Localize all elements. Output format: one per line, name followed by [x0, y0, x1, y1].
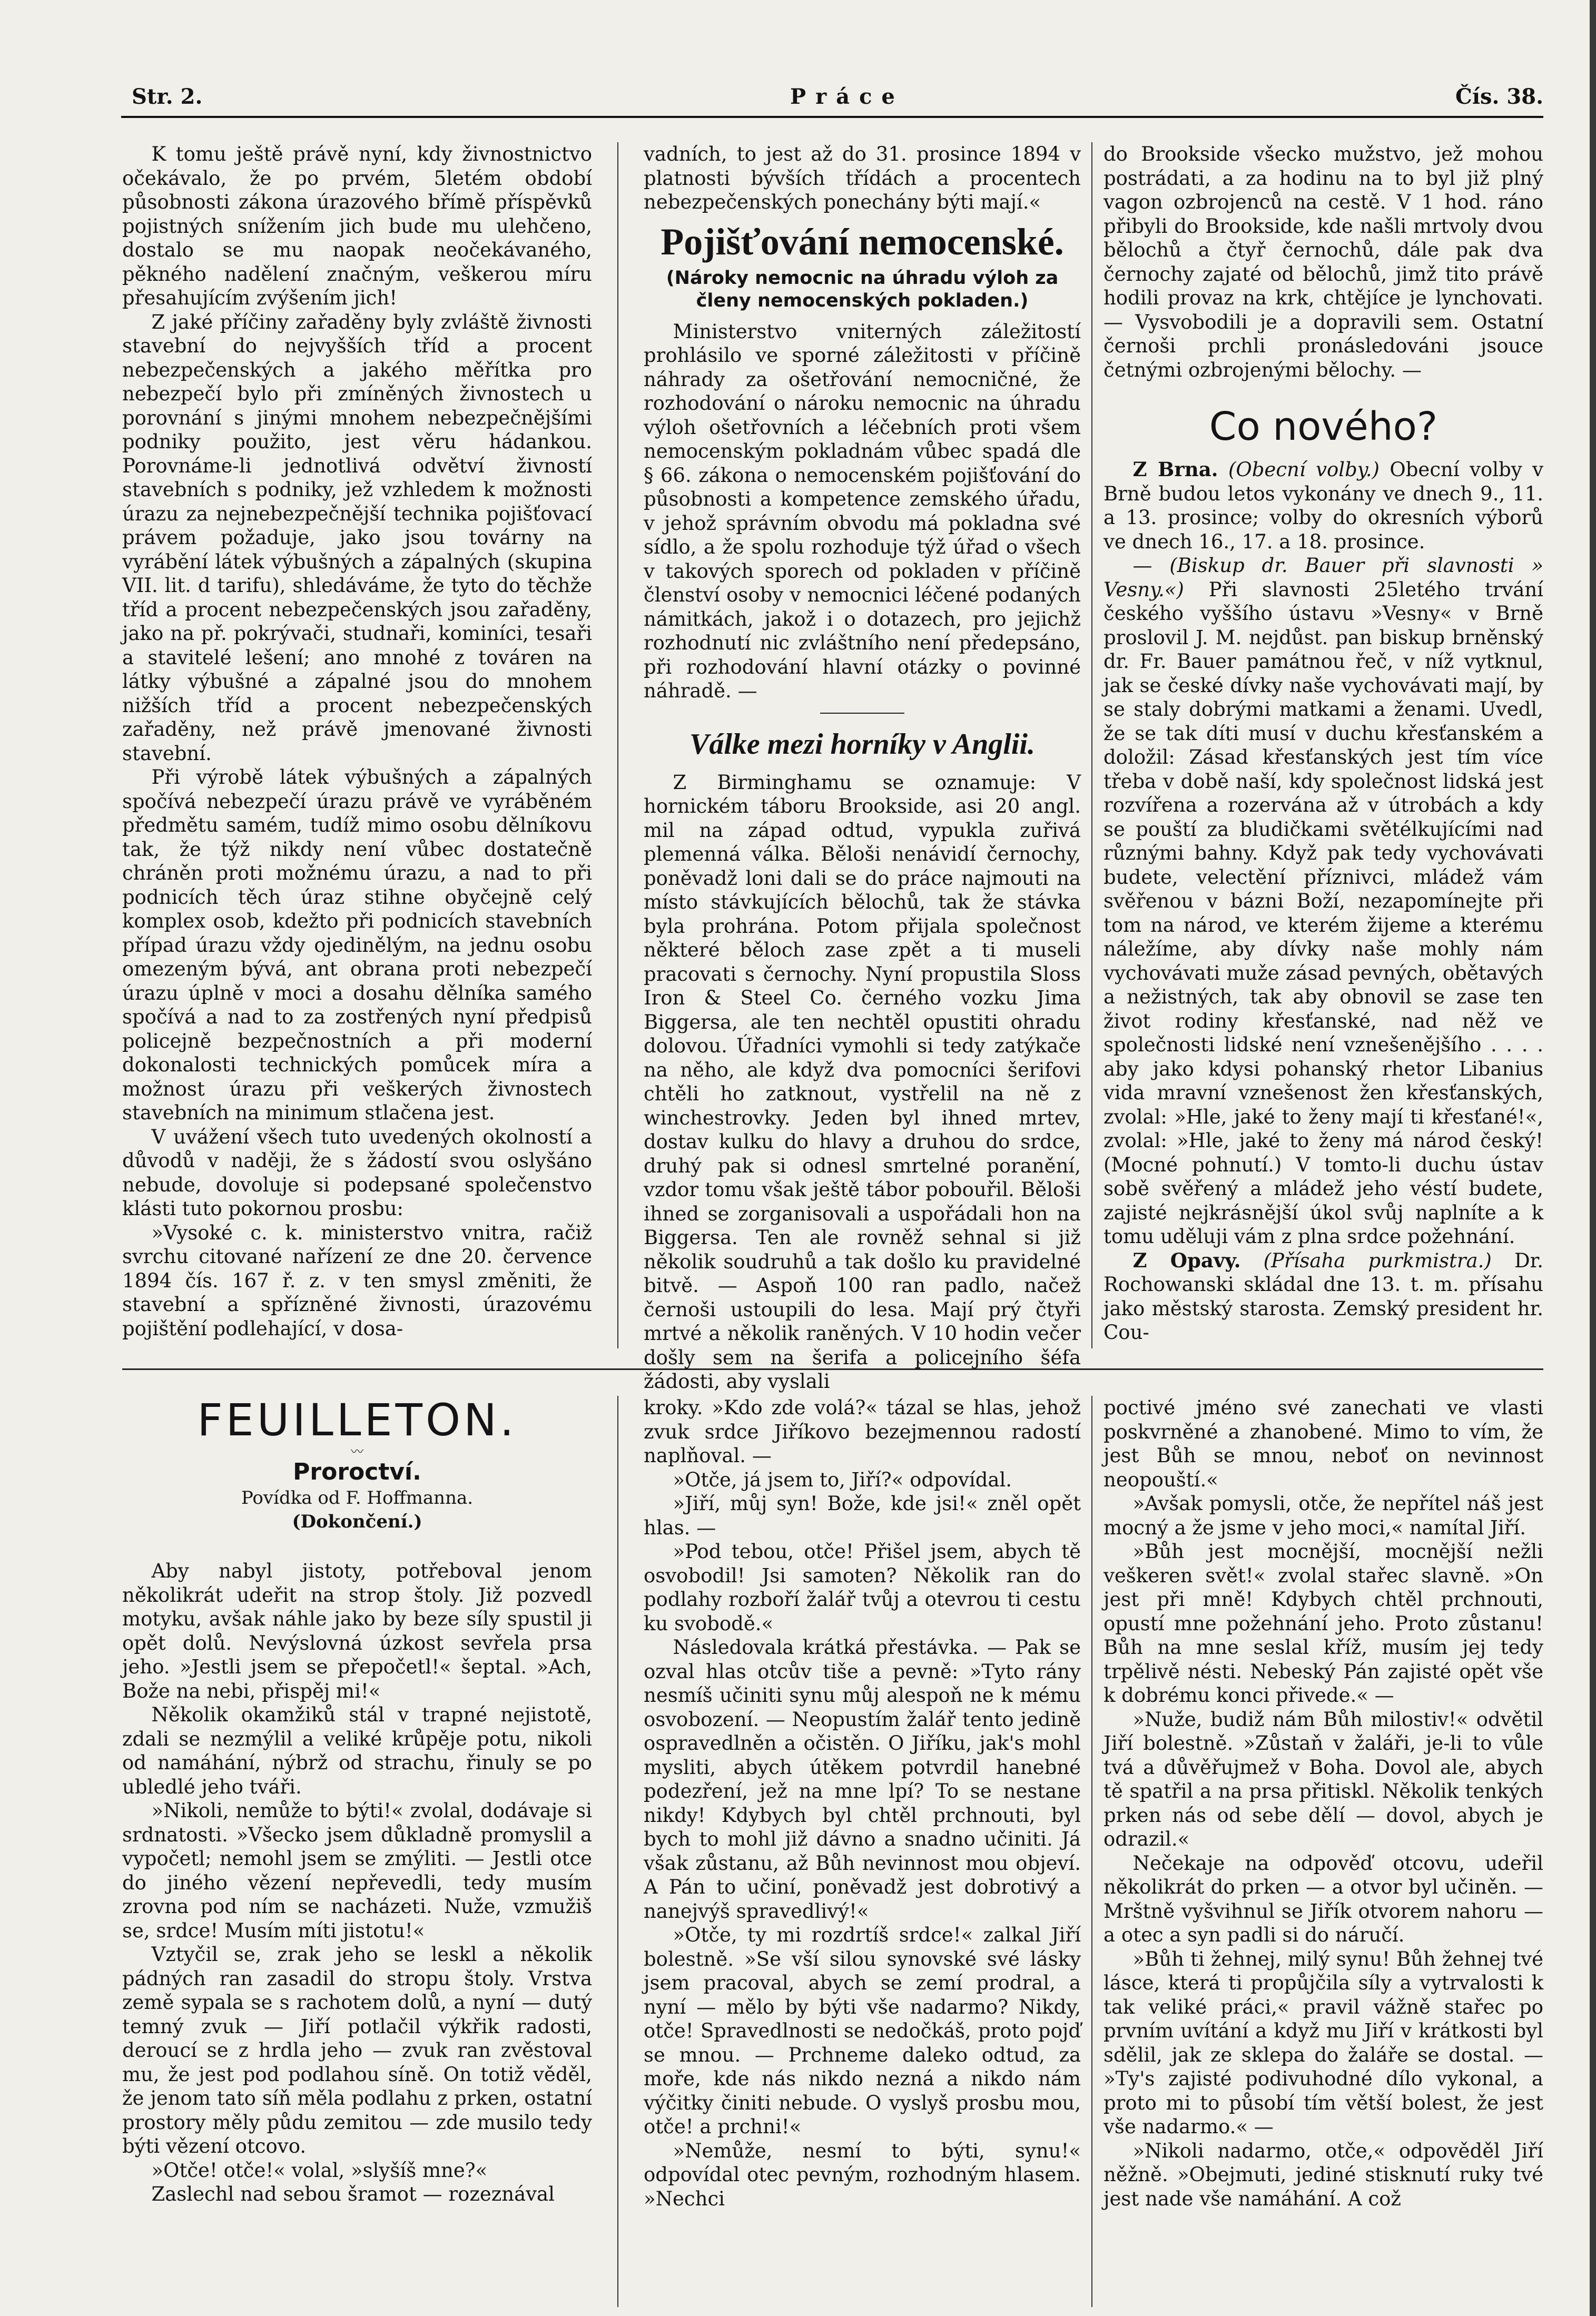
column-divider	[617, 142, 618, 1348]
paragraph: Aby nabyl jistoty, potřeboval jenom několikrát udeřit na strop štoly. Již pozvedl motyku, avšak náhle jako by beze síly spustil ji opět dolů. Nevýslovná úzkost sevřela prsa jeho. »Jestli jsem se přepočetl!« šeptal. »Ach, Bože na nebi, přispěj mi!«	[122, 1560, 592, 1702]
news-topic: (Biskup dr. Bauer při slavnosti » Vesny.«)	[1104, 554, 1543, 601]
news-text: Při slavnosti 25letého trvání českého vyššího ústavu »Vesny« v Brně proslovil J. M. nejdůst. pan biskup brněnský dr. Fr. Bauer památnou řeč, v níž vytknul, jak se české dívky naše vychovávati mají, by se staly dobrými matkami a ženami. Uvedl, že se tak díti musí v duchu křesťanském a doložil: Zásad křesťanských jest tím více třeba v době naší, kdy společnost lidská jest rozvířena a rozervána až v útrobách a kdy se pouští za bludičkami světélkujícími nad různými bahny. Když pak tedy vychovávati budete, velectění příznivci, mládež vám svěřenou v bázni Boží, nezapomínejte při tom na národ, ve kterém žijeme a kterému náležíme, aby dívky naše mohly nám vychovávati muže zásad pevných, obětavých a nežistných, tak aby obnovil se zase ten život rodiny křesťanské, nad něž ve společnosti lidské není vznešenějšího . . . . aby jako kdysi pohanský rhetor Libanius vida mravní vznešenost žen křesťanských, zvolal: »Hle, jaké to ženy mají ti křesťané!«, zvolal: »Hle, jaké to ženy má národ český! (Mocné pohnutí.) V tomto-li duchu ústav sobě svěřený a mládež jeho véstí budete, zajisté nejkrásnější úkol svůj naplníte a k tomu uděluji vám z plna srdce požehnání.	[1104, 578, 1544, 1248]
paragraph: Při výrobě látek výbušných a zápalných spočívá nebezpečí úrazu právě ve vyráběném předmětu samém, tudíž mimo osobu dělníkovu tak, že týž nikdy není vůbec dostatečně chráněn proti možnému úrazu, a nad to při podnicích těch úraz stihne obyčejně celý komplex osob, kdežto při podnicích stavebních případ úrazu vždy ojedinělým, na jednu osobu omezeným bývá, ant obrana proti nebezpečí úrazu úplně v moci a dosahu dělníka samého spočívá a nad to za zostřených nyní předpisů policejně bezpečnostních a při moderní dokonalosti technických pomůcek míra a možnost úrazu při veškerých živnostech stavebních na minimum stlačena jest.	[122, 766, 592, 1124]
header-rule	[121, 116, 1543, 118]
paragraph: Vztyčil se, zrak jeho se leskl a několik pádných ran zasadil do stropu štoly. Vrstva země sypala se s rachotem dolů, a nyní — dutý temný zvuk — Jiří potlačil výkřik radosti, deroucí se z hrdla jeho — zvuk ran zvěstoval mu, že jest pod podlahou síně. On totiž věděl, že jenom tato síň měla podlahu z prken, ostatní prostory měly půdu zemitou — zde musilo tedy býti vězení otcovo.	[122, 1943, 592, 2157]
story-continued: (Dokončení.)	[292, 1511, 422, 1532]
news-text: Dr. Rochowanski skládal dne 13. t. m. přísahu jako městský starosta. Zemský president hr. Cou-	[1104, 1249, 1544, 1344]
page-header	[121, 84, 1543, 116]
paragraph: »Bůh jest mocnější, mocnější nežli veškeren svět!« zvolal stařec slavně. »On jest při mně! Kdybych chtěl prchnouti, opustí mne požehnání jeho. Proto zůstanu! Bůh na mne seslal kříž, musím jej tedy trpělivě nésti. Nebeský Pán zajisté opět vše k dobrému konci přivede.« —	[1104, 1540, 1543, 1707]
news-place: Z Opavy.	[1132, 1248, 1241, 1272]
paragraph: »Avšak pomysli, otče, že nepřítel náš jest mocný a že jsme v jeho moci,« namítal Jiří.	[1104, 1492, 1543, 1539]
paragraph: »Vysoké c. k. ministerstvo vnitra, račiž svrchu citované nařízení ze dne 20. července 1894 čís. 167 ř. z. v ten smysl změniti, že stavební a spřízněné živnosti, úrazovému pojištění podlehající, v dosa-	[122, 1221, 592, 1340]
paragraph: »Nikoli nadarmo, otče,« odpověděl Jiří něžně. »Obejmuti, jediné stisknutí ruky tvé jest nade vše namáhání. A což	[1104, 2139, 1543, 2210]
newspaper-name: Práce	[790, 84, 904, 109]
paragraph: Následovala krátká přestávka. — Pak se ozval hlas otcův tiše a pevně: »Tyto rány nesmíš učiniti synu můj alespoň ne k mému osvobození. — Neopustím žalář tento jedině ospravedlněn a očistěn. O Jiříku, jak's mohl mysliti, abych útěkem potvrdil hanebné podezření, jež na mne lpí? To se nestane nikdy! Kdybych byl chtěl prchnouti, byl bych to mohl již dávno a snadno učiniti. Já však zůstanu, až Bůh nevinnost mou objeví. A Pán to učiní, poněvadž jest dobrotivý a nanejvýš spravedlivý!«	[644, 1636, 1081, 1923]
section-title: Co nového?	[1209, 404, 1438, 449]
story-title: Proroctví.	[293, 1458, 421, 1485]
news-topic: (Přísaha purkmistra.)	[1263, 1249, 1492, 1272]
article-column-1	[122, 142, 592, 1341]
feuilleton-column-3	[1104, 1396, 1543, 2211]
feuilleton-heading: FEUILLETON.	[197, 1394, 517, 1446]
paragraph: kroky. »Kdo zde volá?« tázal se hlas, jehož zvuk srdce Jiříkovo bezejmennou radostí naplňoval. —	[644, 1396, 1081, 1467]
paragraph: »Nikoli, nemůže to býti!« zvolal, dodávaje si srdnatosti. »Všecko jsem důkladně promyslil a vypočetl; nemohl jsem se zmýliti. — Jestli otce do jiného vězení nepřevedli, tedy musím zrovna pod ním se nacházeti. Nuže, vzmužiš se, srdce! Musím míti jistotu!«	[122, 1799, 592, 1942]
section-rule	[820, 713, 904, 714]
column-divider	[617, 1396, 618, 2307]
paragraph: »Pod tebou, otče! Přišel jsem, abych tě osvobodil! Jsi samoten? Několik ran do podlahy rozboří žalář tvůj a otevrou ti cestu ku svobodě.«	[644, 1540, 1081, 1635]
news-text: Obecní volby v Brně budou letos vykonány ve dnech 9., 11. a 13. prosince; volby do okresních výborů ve dnech 16., 17. a 18. prosince.	[1104, 458, 1544, 553]
article-column-2	[644, 142, 1081, 1394]
news-place: Z Brna.	[1132, 458, 1218, 481]
paragraph: »Otče! otče!« volal, »slyšíš mne?«	[151, 2159, 488, 2182]
page-edge	[1590, 0, 1596, 2316]
paragraph: Několik okamžiků stál v trapné nejistotě, zdali se nezmýlil a veliké krůpěje potu, nikoli od namáhání, nýbrž od strachu, řinuly se po ubledlé jeho tváři.	[122, 1703, 592, 1798]
news-place: —	[1132, 554, 1152, 577]
news-topic: (Obecní volby.)	[1228, 458, 1380, 481]
page-number: Str. 2.	[132, 84, 203, 109]
paragraph: »Nemůže, nesmí to býti, synu!« odpovídal otec pevným, rozhodným hlasem. »Nechci	[644, 2139, 1081, 2210]
article-column-3	[1104, 142, 1543, 1345]
article-subtitle: (Nároky nemocnic na úhradu výloh za členy nemocenských pokladen.)	[666, 267, 1059, 311]
paragraph: Z jaké příčiny zařaděny byly zvláště živnosti stavební do nejvyšších tříd a procent nebezpečenských a jakého měřítka pro nebezpečí bylo při zmíněných živnostech u porovnání s jinými mnohem nebezpečnějšími podniky použito, jest věru hádankou. Porovnáme-li jednotlivá odvětví živností stavebních s podniky, jež vzhledem k možnosti úrazu za nejnebezpečnější technika pojišťovací právem požaduje, jako jsou továrny na vyrábění látek výbušných a zápalných (skupina VII. lit. d tarifu), shledáváme, že tyto do těchže tříd a procent nebezpečenských jsou zařaděny, jako na př. pokrývači, studnaři, kominíci, tesaři a stavitelé lešení; ano mnohé z továren na látky výbušné a zápalné jsou do mnohem nižších tříd a procent nebezpečenských zařaděny, než právě jmenované živnosti stavební.	[122, 310, 592, 765]
paragraph: Zaslechl nad sebou šramot — rozeznával	[151, 2183, 555, 2205]
news-item	[1104, 458, 1543, 554]
story-byline: Povídka od F. Hoffmanna.	[241, 1487, 474, 1509]
article-title: Pojišťování nemocenské.	[661, 220, 1064, 263]
paragraph: Z Birminghamu se oznamuje: V hornickém táboru Brookside, asi 20 angl. mil na západ odtud, vypukla zuřivá plemenná válka. Běloši nenávidí černochy, poněvadž loni dali se do práce najmouti na místo stávkujících bělochů, tak že stávka byla prohrána. Potom přijala společnost některé běloch zase zpět a ti museli pracovati s černochy. Nyní propustila Sloss Iron & Steel Co. černého vozku Jima Biggersa, ale ten nechtěl opustiti ohradu dolovou. Úřadníci vymohli si tedy zatýkače na něho, ale když dva pomocníci šerifovi chtěli ho zatknout, vystřelil na ně z winchestrovky. Jeden byl ihned mrtev, dostav kulku do hlavy a druhou do srdce, druhý pak si odnesl smrtelné poranění, vzdor tomu však ještě tábor pobouřil. Běloši ihned se zorganisovali a uspořádali hon na Biggersa. Ten ale rovněž sehnal si již několik soudruhů a tak došlo ku pravidelné bitvě. — Aspoň 100 ran padlo, načež černoši ustoupili do lesa. Mají prý čtyři mrtvé a několik raněných. V 10 hodin večer došly sem na šerifa a policejního šéfa žádosti, aby vyslali	[644, 771, 1081, 1393]
feuilleton-column-1	[122, 1559, 592, 2206]
paragraph: V uvážení všech tuto uvedených okolností a důvodů v naději, že s žádostí svou oslyšáno nebude, dovoluje si podepsané společenstvo klásti tuto pokornou prosbu:	[122, 1125, 592, 1220]
feuilleton-header	[122, 1395, 592, 1534]
ornament: 〰	[351, 1444, 363, 1459]
paragraph: »Bůh ti žehnej, milý synu! Bůh žehnej tvé lásce, která ti propůjčila síly a vytrvalosti k tak veliké práci,« pravil vážně stařec po prvním uvítání a když mu Jiří v krátkosti byl sdělil, jak ze sklepa do žaláře se dostal. — »Ty's zajisté podivuhodné dílo vykonal, a proto mi to působí tím větší bolest, že jest vše nadarmo.« —	[1104, 1947, 1543, 2138]
paragraph: »Nuže, budiž nám Bůh milostiv!« odvětil Jiří bolestně. »Zůstaň v žaláři, je-li to vůle tvá a důvěřujmež v Boha. Dovol ale, abych tě spatřil a na prsa přitiskl. Několik tenkých prken nás od sebe dělí — dovol, abych je odrazil.«	[1104, 1708, 1543, 1850]
paragraph: »Jiří, můj syn! Bože, kde jsi!« zněl opět hlas. —	[644, 1492, 1081, 1539]
column-divider	[1091, 142, 1092, 1348]
paragraph: poctivé jméno své zanechati ve vlasti poskvrněné a zhanobené. Mimo to vím, že jest Bůh se mnou, neboť on nevinnost neopouští.«	[1104, 1396, 1543, 1491]
paragraph: Ministerstvo vniterných záležitostí prohlásilo ve sporné záležitosti v příčině náhrady za ošetřování nemocničné, že rozhodování o nároku nemocnic na úhradu výloh ošetřovních a léčebních proti všem nemocenským pokladnám vůbec spadá dle § 66. zákona o nemocenském pojišťování do působnosti a kompetence zemského úřadu, v jehož správním obvodu má pokladna své sídlo, a že spolu rozhoduje týž úřad o všech v takových sporech od pokladen v příčině členství osoby v nemocnici léčené podaných námitkách, jakož i o dotazech, pro jejichž rozhodnutí nic zvláštního není předepsáno, při rozhodování hlavní otázky o povinné náhradě. —	[644, 320, 1081, 702]
paragraph: do Brookside všecko mužstvo, jež mohou postrádati, a za hodinu na to byl již plný vagon ozbrojenců na cestě. V 1 hod. ráno přibyli do Brookside, kde našli mrtvoly dvou bělochů a čtyř černochů, dále pak dva černochy zajaté od bělochů, jimž tito právě hodili provaz na krk, chtějíce je lynchovati. — Vysvobodili je a dopravili sem. Ostatní černoši prchli pronásledováni jsouce četnými ozbrojenými bělochy. —	[1104, 143, 1543, 381]
feuilleton-column-2	[644, 1396, 1081, 2211]
column-divider	[1091, 1396, 1092, 2307]
article-title: Válke mezi horníky v Anglii.	[689, 727, 1035, 761]
issue-number: Čís. 38.	[1455, 84, 1543, 109]
paragraph: »Otče, ty mi rozdrtíš srdce!« zalkal Jiří bolestně. »Se vší silou synovské své lásky jsem pracoval, abych se zemí prodral, a nyní — mělo by býti vše nadarmo? Nikdy, otče! Spravedlnosti se nedočkáš, proto pojď se mnou. — Prchneme daleko odtud, za moře, kde nás nikdo nezná a nikdo nám výčitky činiti nebude. O vyslyš prosbu mou, otče! a prchni!«	[644, 1924, 1081, 2138]
paragraph: K tomu ještě právě nyní, kdy živnostnictvo očekávalo, že po prvém, 5letém období působnosti zákona úrazového břímě příspěvků pojistných snížením jich bude mu ulehčeno, dostalo se mu naopak neočekávaného, pěkného nadělení značným, veškerou míru přesahujícím zvýšením jich!	[122, 143, 592, 309]
paragraph: vadních, to jest až do 31. prosince 1894 v platnosti bývších třídách a procentech nebezpečenských ponechány býti mají.«	[644, 143, 1081, 213]
news-item	[1104, 554, 1543, 1249]
paragraph: Nečekaje na odpověď otcovu, udeřil několikrát do prken — a otvor byl učiněn. — Mrštně vyšvihnul se Jiřík otvorem nahoru — a otec a syn padli si do náručí.	[1104, 1851, 1543, 1946]
news-item	[1104, 1249, 1543, 1345]
paragraph: »Otče, já jsem to, Jiří?« odpovídal.	[673, 1468, 1012, 1491]
